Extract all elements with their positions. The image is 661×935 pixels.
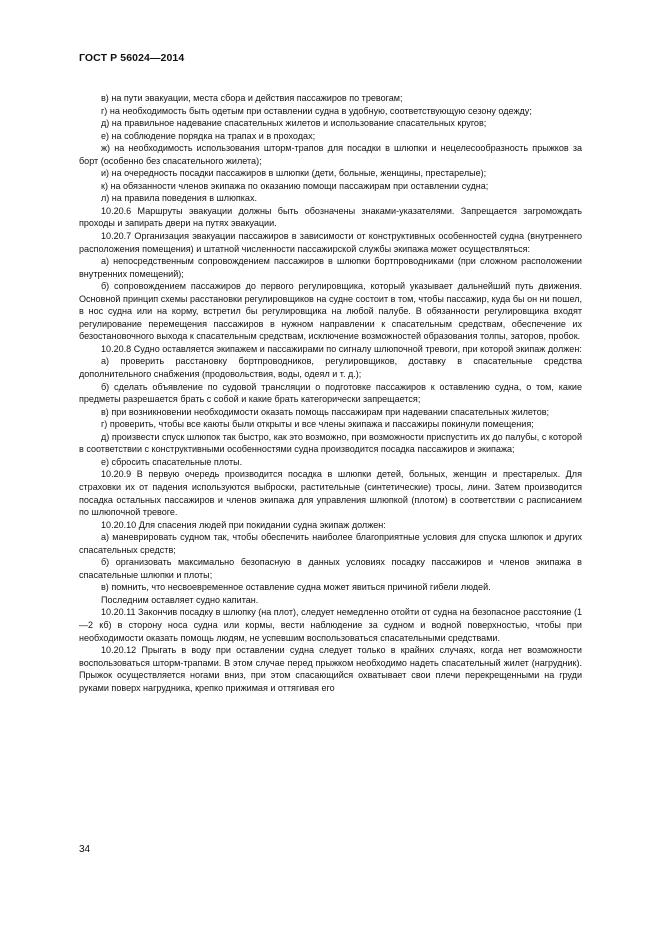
- paragraph: и) на очередность посадки пассажиров в шлюпки (дети, больные, женщины, престарелые);: [101, 168, 487, 179]
- paragraph: д) произвести спуск шлюпок так быстро, как это возможно, при возможности приспустить их до палубы, с которой в соответствии с конструктивными особенностями судна производится посадка пассажиров и экипажа;: [79, 431, 582, 455]
- paragraph: л) на правила поведения в шлюпках.: [101, 193, 257, 204]
- standard-code: ГОСТ Р 56024—2014: [79, 52, 185, 64]
- paragraph: к) на обязанности членов экипажа по оказанию помощи пассажирам при оставлении судна;: [101, 180, 489, 191]
- paragraph: б) сделать объявление по судовой трансляции о подготовке пассажиров к оставлению судна, о том, какие предметы разрешается брать с собой и какие брать категорически запрещается;: [79, 381, 582, 405]
- document-body: [79, 92, 582, 694]
- paragraph: д) на правильное надевание спасательных жилетов и использование спасательных кругов;: [101, 118, 487, 129]
- paragraph: 10.20.11 Закончив посадку в шлюпку (на плот), следует немедленно отойти от судна на безопасное расстояние (1—2 кб) в сторону носа судна или кормы, вести наблюдение за судном и водной поверхностью, чтобы при необходимости оказать помощь людям, не успевшим воспользоваться спасательными средствами.: [79, 607, 583, 643]
- paragraph: а) проверить расстановку бортпроводников, регулировщиков, доставку в спасательные средства дополнительного снабжения (продовольствия, воды, одеял и т. д.);: [79, 356, 582, 380]
- paragraph: е) на соблюдение порядка на трапах и в проходах;: [101, 130, 316, 141]
- paragraph: в) помнить, что несвоевременное оставление судна может явиться причиной гибели людей.: [101, 582, 491, 593]
- paragraph: 10.20.9 В первую очередь производится посадка в шлюпки детей, больных, женщин и престарелых. Для страховки их от падения используются выброски, растительные (синтетические) тросы, лини. Затем производится посадка остальных пассажиров и членов экипажа для управления шлюпкой (плотом) в соответствии с расписанием по шлюпочной тревоге.: [79, 469, 582, 518]
- paragraph: в) при возникновении необходимости оказать помощь пассажирам при надевании спасательных жилетов;: [101, 406, 550, 417]
- paragraph: Последним оставляет судно капитан.: [101, 594, 259, 605]
- paragraph: 10.20.10 Для спасения людей при покидании судна экипаж должен:: [101, 519, 386, 530]
- paragraph: а) непосредственным сопровождением пассажиров в шлюпки бортпроводниками (при сложном расположении внутренних помещений);: [79, 256, 582, 279]
- paragraph: 10.20.8 Судно оставляется экипажем и пассажирами по сигналу шлюпочной тревоги, при которой экипаж должен:: [101, 343, 582, 354]
- page-footer: [79, 844, 90, 855]
- paragraph: ж) на необходимость использования шторм-трапов для посадки в шлюпки и нецелесообразность прыжков за борт (особенно без спасательного жилета);: [79, 143, 582, 166]
- document-standard-header: [79, 52, 184, 64]
- paragraph: г) на необходимость быть одетым при оставлении судна в удобную, соответствующую сезону одежду;: [101, 105, 532, 116]
- paragraph: 10.20.6 Маршруты эвакуации должны быть обозначены знаками-указателями. Запрещается загромождать проходы и запирать двери на путях эвакуации.: [79, 205, 582, 229]
- paragraph: а) маневрировать судном так, чтобы обеспечить наиболее благоприятные условия для спуска шлюпок и других спасательных средств;: [79, 532, 582, 555]
- paragraph: б) организовать максимально безопасную в данных условиях посадку пассажиров и членов экипажа в спасательные шлюпки и плоты;: [79, 557, 582, 580]
- paragraph: г) проверить, чтобы все каюты были открыты и все члены экипажа и пассажиры покинули помещения;: [101, 419, 534, 430]
- paragraph: б) сопровождением пассажиров до первого регулировщика, который указывает дальнейший путь движения. Основной принцип схемы расстановки регулировщиков на судне состоит в том, чтобы пассажир, куда бы он ни пошел, в нос судна или на корму, встретил бы регулировщика на любой палубе. В обязанности регулировщика входят регулирование перемещения пассажиров в нужном направлении к спасательным средствам, обеспечение их безостановочного выхода к спасательным средствам, исключение возможностей образования толпы, заторов, пробок.: [79, 281, 582, 342]
- paragraph: в) на пути эвакуации, места сбора и действия пассажиров по тревогам;: [101, 93, 403, 103]
- paragraph: е) сбросить спасательные плоты.: [101, 456, 243, 467]
- paragraph: 10.20.12 Прыгать в воду при оставлении судна следует только в крайних случаях, когда нет возможности воспользоваться шторм-трапами. В этом случае перед прыжком необходимо надеть спасательный жилет (нагрудник). Прыжок осуществляется ногами вниз, при этом спасающийся охватывает свои плечи перекрещенными на груди руками поверх нагрудника, крепко прижимая и оттягивая его: [79, 645, 582, 693]
- page-number: 34: [79, 844, 91, 855]
- paragraph: 10.20.7 Организация эвакуации пассажиров в зависимости от конструктивных особенностей судна (внутреннего расположения помещения) и штатной численности пассажирской службы экипажа может осуществляться:: [79, 231, 582, 254]
